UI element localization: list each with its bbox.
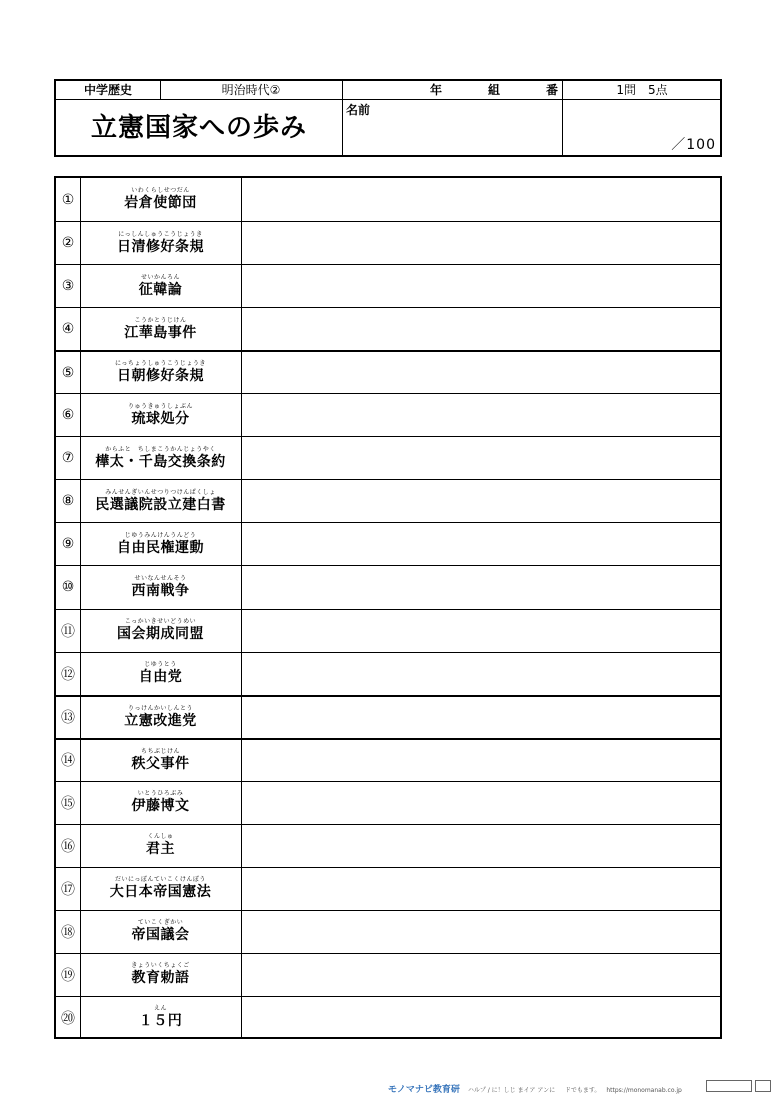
answer-field[interactable]	[241, 480, 720, 522]
question-row	[56, 953, 720, 996]
question-number: ⑩	[61, 579, 75, 596]
points-rule: 1問 5点	[616, 83, 668, 97]
answer-field[interactable]	[241, 523, 720, 565]
answer-field[interactable]	[241, 352, 720, 393]
term-cell	[80, 308, 241, 350]
header-divider	[342, 81, 343, 157]
term-label: 君主	[146, 841, 175, 858]
question-number: ⑬	[61, 710, 75, 727]
term-cell	[80, 997, 241, 1039]
term-furigana: いとうひろぶみ	[137, 790, 184, 798]
term-label: 江華島事件	[124, 324, 197, 341]
term-label: 樺太・千島交換条約	[95, 453, 226, 470]
term-cell	[80, 222, 241, 264]
question-row	[56, 609, 720, 652]
term-furigana: みんせんぎいんせつりつけんぱくしょ	[105, 488, 216, 496]
term-label: 岩倉使節団	[124, 195, 197, 212]
answer-field[interactable]	[241, 997, 720, 1039]
question-row	[56, 522, 720, 565]
question-number: ⑧	[61, 493, 75, 510]
term-cell	[80, 610, 241, 652]
question-number: ②	[61, 235, 75, 252]
term-furigana: いわくらしせつだん	[131, 187, 190, 195]
term-label: 大日本帝国憲法	[109, 884, 212, 901]
name-field[interactable]	[344, 100, 562, 157]
question-number: ⑭	[61, 753, 75, 770]
term-label: １５円	[138, 1013, 183, 1030]
term-cell	[80, 480, 241, 522]
term-label: 日清修好条規	[117, 238, 204, 255]
question-number: ⑯	[61, 838, 75, 855]
question-row	[56, 307, 720, 350]
term-cell	[80, 954, 241, 996]
term-furigana: にっしんしゅうこうじょうき	[118, 230, 203, 238]
question-row	[56, 695, 720, 738]
question-row	[56, 393, 720, 436]
subject-label: 中学歴史	[83, 83, 132, 97]
name-field-label: 名前	[346, 103, 371, 117]
term-furigana: にっちょうしゅうこうじょうき	[115, 360, 206, 368]
term-label: 秩父事件	[131, 755, 190, 772]
question-number: ⑨	[61, 536, 75, 553]
term-furigana: だいにっぽんていこくけんぽう	[115, 876, 206, 884]
question-table	[54, 176, 722, 1039]
term-furigana: きょういくちょくご	[131, 962, 190, 970]
class-label: 組	[488, 83, 501, 97]
answer-field[interactable]	[241, 178, 720, 221]
term-label: 西南戦争	[131, 582, 190, 599]
term-furigana: じゆうみんけんうんどう	[124, 531, 197, 539]
answer-field[interactable]	[241, 265, 720, 307]
answer-field[interactable]	[241, 868, 720, 910]
question-row	[56, 178, 720, 221]
term-cell	[80, 566, 241, 608]
question-number: ⑪	[61, 623, 75, 640]
question-row	[56, 867, 720, 910]
question-number: ③	[61, 278, 75, 295]
question-number: ①	[61, 191, 75, 208]
question-number: ⑫	[61, 666, 75, 683]
answer-field[interactable]	[241, 222, 720, 264]
question-row	[56, 436, 720, 479]
term-label: 国会期成同盟	[117, 626, 204, 643]
answer-field[interactable]	[241, 954, 720, 996]
term-furigana: りっけんかいしんとう	[127, 704, 193, 712]
term-label: 帝国議会	[131, 927, 190, 944]
question-row	[56, 652, 720, 695]
term-label: 民選議院設立建白書	[95, 496, 226, 513]
footer-page-box	[755, 1080, 771, 1092]
term-cell	[80, 653, 241, 695]
question-number: ⑰	[61, 881, 75, 898]
term-furigana: りゅうきゅうしょぶん	[127, 402, 193, 410]
term-label: 自由党	[138, 669, 183, 686]
term-cell	[80, 523, 241, 565]
footer-brand: モノマナビ教育研	[388, 1085, 460, 1095]
question-number: ⑮	[61, 795, 75, 812]
term-cell	[80, 825, 241, 867]
term-label: 自由民権運動	[117, 539, 204, 556]
footer-text: ハルプ / に！しじ まイア アンに ドでもます。	[467, 1087, 601, 1094]
term-furigana: えん	[153, 1005, 167, 1013]
term-cell	[80, 911, 241, 953]
question-row	[56, 565, 720, 608]
footer	[388, 1082, 682, 1095]
question-row	[56, 824, 720, 867]
answer-field[interactable]	[241, 394, 720, 436]
term-furigana: からふと ちしまこうかんじょうやく	[105, 445, 216, 453]
header-divider	[562, 81, 563, 157]
term-furigana: せいかんろん	[140, 273, 180, 281]
answer-field[interactable]	[241, 566, 720, 608]
grade-label: 年	[430, 83, 443, 97]
term-label: 琉球処分	[131, 410, 190, 427]
term-furigana: ちちぶじけん	[140, 747, 180, 755]
page-title: 立憲国家への歩み	[90, 113, 307, 143]
question-row	[56, 996, 720, 1039]
answer-field[interactable]	[241, 782, 720, 824]
term-furigana: くんしゅ	[147, 833, 174, 841]
answer-field[interactable]	[241, 911, 720, 953]
question-row	[56, 350, 720, 393]
question-number: ④	[61, 321, 75, 338]
question-number: ⑲	[61, 967, 75, 984]
term-furigana: こうかとうじけん	[134, 316, 187, 324]
worksheet-header	[54, 79, 722, 157]
term-cell	[80, 782, 241, 824]
question-row	[56, 221, 720, 264]
term-cell	[80, 265, 241, 307]
term-cell	[80, 697, 241, 738]
term-label: 征韓論	[138, 281, 183, 298]
term-cell	[80, 352, 241, 393]
term-furigana: ていこくぎかい	[137, 919, 184, 927]
answer-field[interactable]	[241, 697, 720, 738]
term-cell	[80, 394, 241, 436]
answer-field[interactable]	[241, 740, 720, 781]
question-row	[56, 781, 720, 824]
footer-url[interactable]: https://monomanab.co.jp	[606, 1087, 682, 1094]
unit-label: 明治時代②	[221, 83, 281, 97]
score-total: ／100	[671, 137, 716, 153]
term-label: 立憲改進党	[124, 712, 197, 729]
question-number: ⑦	[61, 450, 75, 467]
score-field[interactable]	[564, 100, 720, 157]
answer-field[interactable]	[241, 308, 720, 350]
term-label: 教育勅語	[131, 970, 190, 987]
answer-field[interactable]	[241, 610, 720, 652]
term-cell	[80, 437, 241, 479]
footer-stamp-box	[706, 1080, 752, 1092]
question-row	[56, 738, 720, 781]
term-label: 伊藤博文	[131, 798, 190, 815]
question-row	[56, 910, 720, 953]
term-furigana: じゆうとう	[144, 661, 177, 669]
term-cell	[80, 868, 241, 910]
question-number: ⑥	[61, 407, 75, 424]
term-label: 日朝修好条規	[117, 368, 204, 385]
answer-field[interactable]	[241, 437, 720, 479]
answer-field[interactable]	[241, 825, 720, 867]
term-cell	[80, 740, 241, 781]
question-number: ⑱	[61, 924, 75, 941]
question-row	[56, 264, 720, 307]
term-cell	[80, 178, 241, 221]
number-label: 番	[546, 83, 559, 97]
question-row	[56, 479, 720, 522]
answer-field[interactable]	[241, 653, 720, 695]
question-number: ⑤	[61, 364, 75, 381]
term-furigana: こっかいきせいどうめい	[124, 618, 197, 626]
question-number: ⑳	[61, 1010, 75, 1027]
term-furigana: せいなんせんそう	[134, 574, 187, 582]
